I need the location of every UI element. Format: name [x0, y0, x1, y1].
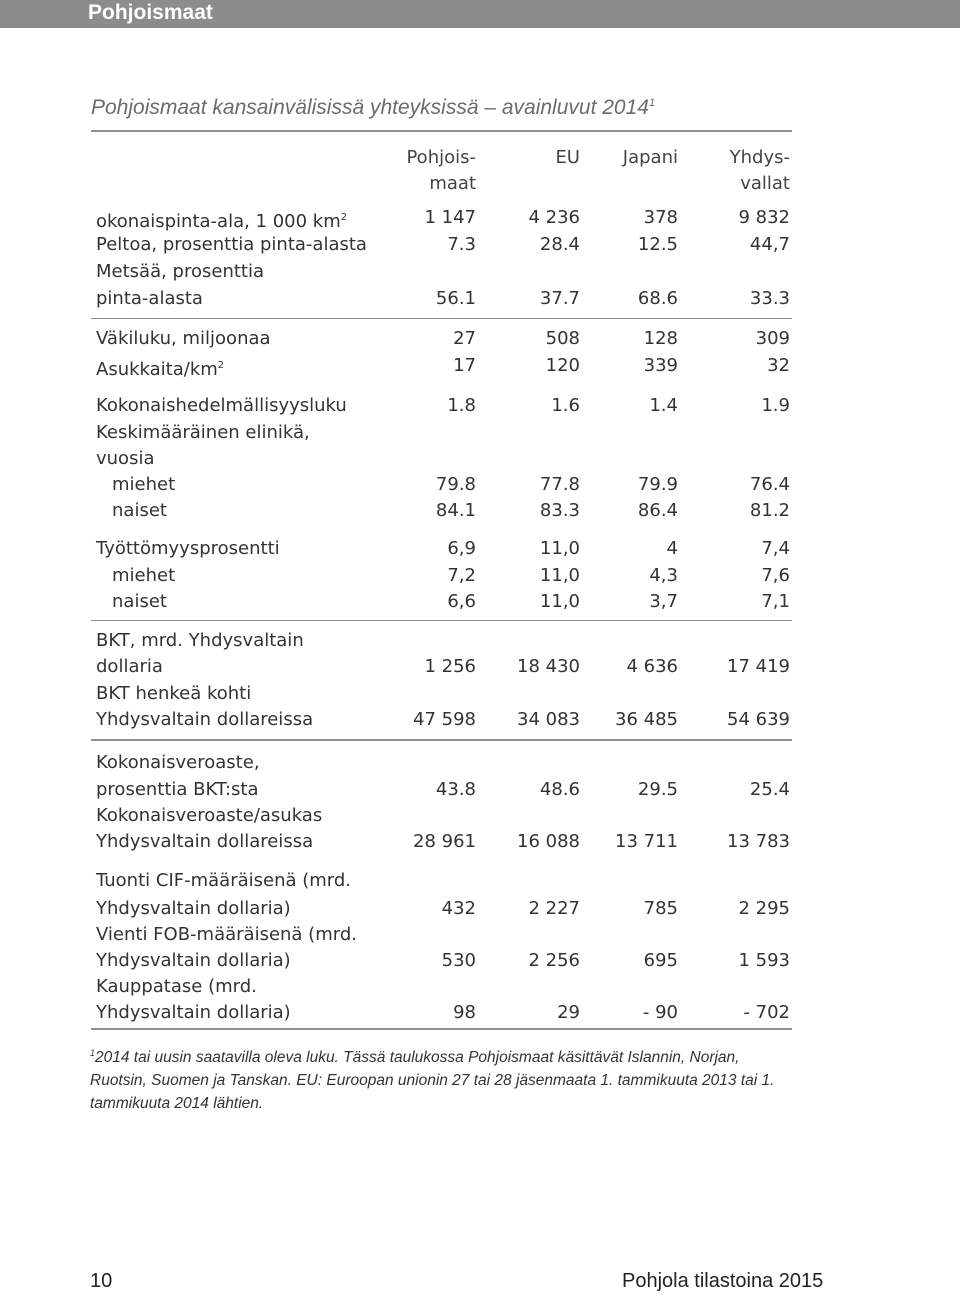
- table-cell-japan: 4: [666, 538, 678, 559]
- table-cell-nordic: 43.8: [435, 779, 476, 800]
- row-label-text: Työttömyysprosentti: [96, 538, 280, 559]
- row-label-text: Yhdysvaltain dollaria): [96, 1002, 291, 1023]
- row-label: [96, 681, 251, 707]
- table-cell-eu: 83.3: [539, 500, 580, 521]
- row-label: [96, 1000, 291, 1026]
- table-cell-japan: - 90: [642, 1002, 678, 1023]
- table-cell-nordic: 1 256: [424, 656, 476, 677]
- table-cell-japan: 4,3: [649, 565, 678, 586]
- table-cell-eu: 16 088: [517, 831, 580, 852]
- row-label: [112, 472, 175, 498]
- table-cell-usa: 2 295: [738, 898, 790, 919]
- row-label-text: Yhdysvaltain dollareissa: [96, 709, 314, 730]
- table-cell-eu: 11,0: [539, 538, 580, 559]
- table-cell-japan: 12.5: [637, 234, 678, 255]
- row-label: [96, 948, 291, 974]
- row-label: [96, 536, 280, 562]
- row-label-text: Kauppatase (mrd.: [96, 976, 257, 997]
- row-label: [96, 896, 291, 922]
- table-cell-usa: 44,7: [749, 234, 790, 255]
- table-cell-nordic: 47 598: [413, 709, 476, 730]
- table-cell-japan: 339: [643, 355, 678, 376]
- row-label: [96, 974, 257, 1000]
- table-cell-eu: 508: [545, 328, 580, 349]
- table-cell-japan: 4 636: [626, 656, 678, 677]
- table-cell-japan: 79.9: [637, 474, 678, 495]
- table-cell-nordic: 7,2: [447, 565, 476, 586]
- section-title: Pohjoismaat: [88, 1, 213, 24]
- row-label-text: miehet: [112, 565, 176, 586]
- row-label: [96, 326, 271, 352]
- table-cell-eu: 2 227: [528, 898, 580, 919]
- row-label: [96, 628, 304, 654]
- footnote-mark: 1: [90, 1048, 96, 1058]
- footnote: [90, 1042, 790, 1115]
- table-cell-usa: 76.4: [749, 474, 790, 495]
- column-header-eu: EU: [555, 147, 580, 168]
- table-cell-japan: 29.5: [637, 779, 678, 800]
- table-cell-nordic: 1 147: [424, 207, 476, 228]
- table-cell-usa: 1 593: [738, 950, 790, 971]
- table-cell-usa: 309: [755, 328, 790, 349]
- table-cell-nordic: 6,6: [447, 591, 476, 612]
- column-header-nordic: maat: [429, 173, 476, 194]
- table-cell-usa: 17 419: [727, 656, 790, 677]
- row-label: [96, 353, 224, 383]
- table-cell-usa: 81.2: [749, 500, 790, 521]
- column-header-japan: Japani: [622, 147, 678, 168]
- table-cell-usa: 13 783: [727, 831, 790, 852]
- table-cell-eu: 11,0: [539, 591, 580, 612]
- table-cell-japan: 128: [643, 328, 678, 349]
- row-label-text: Vienti FOB-määräisenä (mrd.: [96, 924, 357, 945]
- row-label: [96, 777, 258, 803]
- table-cell-usa: 1.9: [761, 395, 790, 416]
- table-cell-eu: 11,0: [539, 565, 580, 586]
- table-cell-nordic: 1.8: [447, 395, 476, 416]
- group-divider: [91, 620, 792, 621]
- row-label-text: vuosia: [96, 448, 155, 469]
- row-label-text: Kokonaisveroaste,: [96, 752, 260, 773]
- row-label-text: prosenttia BKT:sta: [96, 779, 259, 800]
- row-label: [96, 829, 313, 855]
- row-label: [96, 750, 260, 776]
- row-label: [96, 446, 154, 472]
- table-cell-nordic: 56.1: [435, 288, 476, 309]
- row-label: [96, 654, 163, 680]
- table-cell-japan: 378: [643, 207, 678, 228]
- table-cell-nordic: 84.1: [435, 500, 476, 521]
- table-cell-japan: 3,7: [649, 591, 678, 612]
- table-cell-japan: 86.4: [637, 500, 678, 521]
- row-label: [96, 232, 367, 258]
- row-label-text: Yhdysvaltain dollareissa: [96, 831, 314, 852]
- row-label-text: Asukkaita/km: [96, 359, 218, 380]
- table-cell-eu: 1.6: [551, 395, 580, 416]
- table-cell-japan: 695: [643, 950, 678, 971]
- table-title-text: Pohjoismaat kansainvälisissä yhteyksissä – avainluvut 2014: [91, 96, 649, 119]
- page-number: 10: [90, 1270, 113, 1292]
- row-label: [96, 205, 347, 235]
- table-cell-eu: 4 236: [528, 207, 580, 228]
- column-header-usa: Yhdys-: [729, 147, 790, 168]
- title-rule: [91, 130, 792, 132]
- table-cell-japan: 13 711: [615, 831, 678, 852]
- row-label: [96, 922, 357, 948]
- table-cell-eu: 2 256: [528, 950, 580, 971]
- table-cell-usa: 33.3: [749, 288, 790, 309]
- section-header-bar: [0, 0, 960, 28]
- table-cell-usa: - 702: [743, 1002, 790, 1023]
- group-divider: [91, 739, 792, 741]
- table-cell-japan: 785: [643, 898, 678, 919]
- row-label-text: Peltoa, prosenttia pinta-alasta: [96, 234, 367, 255]
- table-cell-eu: 34 083: [517, 709, 580, 730]
- row-label: [96, 286, 203, 312]
- table-cell-usa: 54 639: [727, 709, 790, 730]
- row-label-text: Väkiluku, miljoonaa: [96, 328, 271, 349]
- table-cell-usa: 32: [767, 355, 790, 376]
- column-header-usa: vallat: [740, 173, 790, 194]
- row-label: [112, 589, 167, 615]
- table-cell-usa: 25.4: [749, 779, 790, 800]
- table-title-footnote-mark: 1: [648, 97, 656, 109]
- table-cell-eu: 28.4: [539, 234, 580, 255]
- table-cell-nordic: 98: [453, 1002, 476, 1023]
- table-cell-nordic: 28 961: [413, 831, 476, 852]
- table-cell-nordic: 79.8: [435, 474, 476, 495]
- table-cell-nordic: 432: [441, 898, 476, 919]
- table-cell-eu: 77.8: [539, 474, 580, 495]
- table-bottom-rule: [91, 1028, 792, 1030]
- table-cell-eu: 37.7: [539, 288, 580, 309]
- row-label-text: naiset: [112, 500, 167, 521]
- table-cell-usa: 9 832: [738, 207, 790, 228]
- row-label: [96, 868, 351, 894]
- row-label-text: Kokonaisveroaste/asukas: [96, 805, 323, 826]
- row-label-text: pinta-alasta: [96, 288, 203, 309]
- row-label-text: miehet: [112, 474, 176, 495]
- group-divider: [91, 318, 792, 319]
- row-label: [96, 803, 322, 829]
- row-label-text: Yhdysvaltain dollaria): [96, 950, 291, 971]
- row-label-text: Kokonaishedelmällisyysluku: [96, 395, 347, 416]
- row-label: [96, 393, 347, 419]
- table-cell-nordic: 27: [453, 328, 476, 349]
- row-label: [112, 498, 167, 524]
- table-cell-usa: 7,4: [761, 538, 790, 559]
- row-label-text: Tuonti CIF-määräisenä (mrd.: [96, 870, 352, 891]
- row-label-text: Yhdysvaltain dollaria): [96, 898, 291, 919]
- superscript: 2: [340, 212, 348, 223]
- table-cell-nordic: 17: [453, 355, 476, 376]
- row-label: [112, 563, 175, 589]
- row-label-text: naiset: [112, 591, 167, 612]
- row-label: [96, 259, 264, 285]
- table-cell-usa: 7,1: [761, 591, 790, 612]
- table-cell-eu: 48.6: [539, 779, 580, 800]
- row-label-text: Keskimääräinen elinikä,: [96, 422, 310, 443]
- row-label: [96, 707, 313, 733]
- table-cell-usa: 7,6: [761, 565, 790, 586]
- row-label-text: BKT henkeä kohti: [96, 683, 252, 704]
- table-cell-nordic: 530: [441, 950, 476, 971]
- column-header-nordic: Pohjois-: [406, 147, 476, 168]
- table-cell-japan: 1.4: [649, 395, 678, 416]
- table-title: [91, 96, 791, 120]
- publication-name: Pohjola tilastoina 2015: [622, 1270, 824, 1292]
- table-cell-eu: 29: [557, 1002, 580, 1023]
- row-label-text: okonaispinta-ala, 1 000 km: [96, 211, 341, 232]
- table-cell-eu: 18 430: [517, 656, 580, 677]
- table-cell-japan: 68.6: [637, 288, 678, 309]
- table-cell-nordic: 6,9: [447, 538, 476, 559]
- footnote-text: 2014 tai uusin saatavilla oleva luku. Tässä taulukossa Pohjoismaat käsittävät Islannin, Norjan, Ruotsin, Suomen ja Tanskan. EU: Euroopan unionin 27 tai 28 jäsenmaata 1. tammikuuta 2013 tai 1. tammikuuta 2014 lähtien.: [90, 1049, 775, 1113]
- table-cell-eu: 120: [545, 355, 580, 376]
- table-cell-nordic: 7.3: [447, 234, 476, 255]
- row-label-text: dollaria: [96, 656, 163, 677]
- table-cell-japan: 36 485: [615, 709, 678, 730]
- row-label: [96, 420, 310, 446]
- row-label-text: Metsää, prosenttia: [96, 261, 264, 282]
- superscript: 2: [217, 360, 225, 371]
- row-label-text: BKT, mrd. Yhdysvaltain: [96, 630, 304, 651]
